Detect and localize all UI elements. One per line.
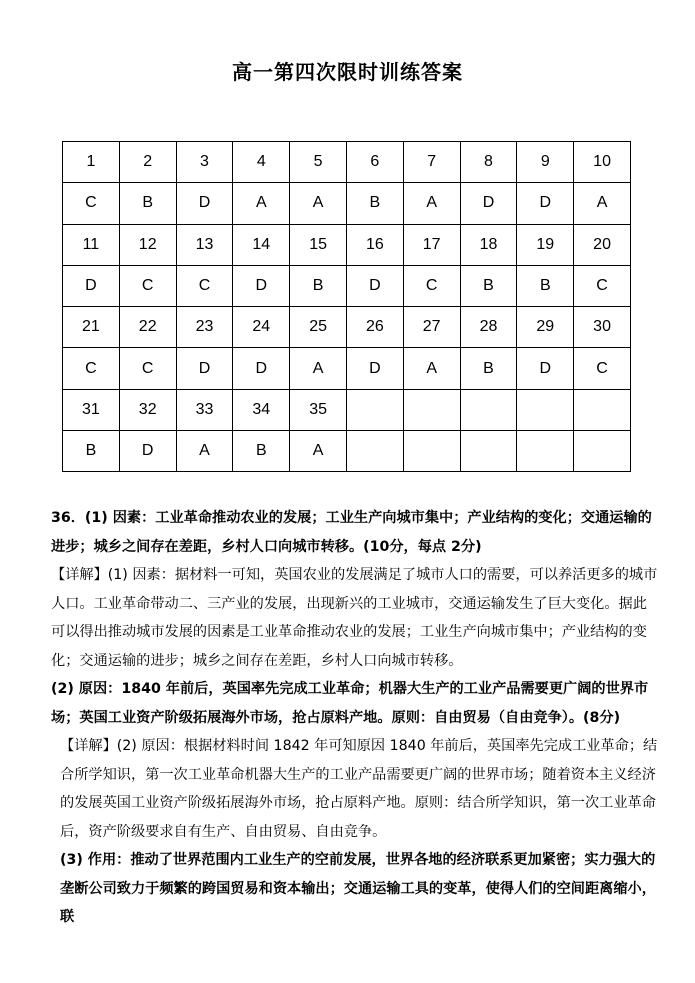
- answer-cell: A: [403, 183, 460, 224]
- answer-row: [63, 348, 631, 389]
- question-number-cell: 15: [290, 224, 347, 265]
- question-number-cell: 1: [63, 142, 120, 183]
- question-number-cell: 32: [119, 389, 176, 430]
- explanation-paragraph: 【详解】(2) 原因：根据材料时间 1842 年可知原因 1840 年前后，英国率先完成工业革命；结合所学知识，第一次工业革命机器大生产的工业产品需要更广阔的世界市场；随着资本主义经济的发展英国工业资产阶级拓展海外市场，抢占原料产地。原则：结合所学知识，第一次工业革命后，资产阶级要求自有生产、自由贸易、自由竞争。: [60, 738, 658, 840]
- question-number-cell: [574, 389, 631, 430]
- answer-row: [63, 265, 631, 306]
- answer-cell: D: [63, 265, 120, 306]
- question-number-row: [63, 142, 631, 183]
- explanation-paragraph: 【详解】(1) 因素：据材料一可知，英国农业的发展满足了城市人口的需要，可以养活更多的城市人口。工业革命带动二、三产业的发展，出现新兴的工业城市，交通运输发生了巨大变化。据此可以得出推动城市发展的因素是工业革命推动农业的发展；工业生产向城市集中；产业结构的变化；交通运输的进步；城乡之间存在差距，乡村人口向城市转移。: [51, 567, 658, 669]
- question-number-cell: 34: [233, 389, 290, 430]
- answer-cell: B: [460, 348, 517, 389]
- question-number-cell: 14: [233, 224, 290, 265]
- question-number-cell: 13: [176, 224, 233, 265]
- question-number-cell: 8: [460, 142, 517, 183]
- answer-cell: B: [119, 183, 176, 224]
- page-title: 高一第四次限时训练答案: [232, 60, 463, 84]
- question-number-cell: 2: [119, 142, 176, 183]
- answer-cell: C: [574, 348, 631, 389]
- answer-cell: D: [233, 348, 290, 389]
- question-number-cell: 23: [176, 307, 233, 348]
- question-number-cell: [517, 389, 574, 430]
- answer-cell: [403, 431, 460, 472]
- answer-row: [63, 183, 631, 224]
- answer-cell: B: [346, 183, 403, 224]
- answer-cell: B: [233, 431, 290, 472]
- question-number-cell: [460, 389, 517, 430]
- question-number-cell: 5: [290, 142, 347, 183]
- question-number-row: [63, 224, 631, 265]
- answer-cell: D: [346, 265, 403, 306]
- question-number-cell: 22: [119, 307, 176, 348]
- answer-cell: A: [574, 183, 631, 224]
- answer-row: [63, 431, 631, 472]
- answer-cell: C: [119, 265, 176, 306]
- answer-cell: C: [119, 348, 176, 389]
- answer-cell: [460, 431, 517, 472]
- answer-cell: D: [119, 431, 176, 472]
- question-number-cell: 25: [290, 307, 347, 348]
- answer-cell: D: [233, 265, 290, 306]
- answer-cell: D: [176, 183, 233, 224]
- question-number-cell: 19: [517, 224, 574, 265]
- answer-cell: D: [176, 348, 233, 389]
- answer-cell: D: [346, 348, 403, 389]
- question-number-cell: 27: [403, 307, 460, 348]
- answer-cell: C: [63, 348, 120, 389]
- question-number-cell: 18: [460, 224, 517, 265]
- question-number-cell: 29: [517, 307, 574, 348]
- answer-key-paragraph: (3) 作用：推动了世界范围内工业生产的空前发展，世界各地的经济联系更加紧密；实力强大的垄断公司致力于频繁的跨国贸易和资本输出；交通运输工具的变革，使得人们的空间距离缩小，联: [60, 852, 656, 925]
- question-number-cell: 33: [176, 389, 233, 430]
- answer-cell: B: [460, 265, 517, 306]
- answer-cell: D: [460, 183, 517, 224]
- answer-cell: B: [290, 265, 347, 306]
- answer-cell: A: [290, 431, 347, 472]
- question-number-cell: 6: [346, 142, 403, 183]
- answer-cell: A: [290, 183, 347, 224]
- answer-cell: C: [176, 265, 233, 306]
- question-number-cell: 35: [290, 389, 347, 430]
- question-number-cell: 28: [460, 307, 517, 348]
- answer-key-paragraph: (2) 原因：1840 年前后，英国率先完成工业革命；机器大生产的工业产品需要更广阔的世界市场；英国工业资产阶级拓展海外市场，抢占原料产地。原则：自由贸易（自由竞争）。(8分): [51, 681, 649, 726]
- answer-cell: C: [63, 183, 120, 224]
- answer-key-paragraph: 36．(1) 因素：工业革命推动农业的发展；工业生产向城市集中；产业结构的变化；交通运输的进步；城乡之间存在差距，乡村人口向城市转移。(10分，每点 2分): [51, 510, 652, 555]
- question-number-row: [63, 307, 631, 348]
- question-number-cell: 20: [574, 224, 631, 265]
- question-number-cell: 10: [574, 142, 631, 183]
- question-number-row: [63, 389, 631, 430]
- answer-cell: B: [63, 431, 120, 472]
- answer-cell: A: [290, 348, 347, 389]
- answer-explanations: [48, 504, 658, 932]
- question-number-cell: 4: [233, 142, 290, 183]
- answer-cell: [517, 431, 574, 472]
- question-number-cell: 3: [176, 142, 233, 183]
- question-number-cell: 12: [119, 224, 176, 265]
- answer-cell: C: [403, 265, 460, 306]
- question-number-cell: [346, 389, 403, 430]
- answer-cell: [574, 431, 631, 472]
- question-number-cell: 9: [517, 142, 574, 183]
- question-number-cell: 30: [574, 307, 631, 348]
- answer-cell: A: [403, 348, 460, 389]
- question-number-cell: 31: [63, 389, 120, 430]
- answer-cell: D: [517, 183, 574, 224]
- answer-cell: A: [176, 431, 233, 472]
- answer-cell: C: [574, 265, 631, 306]
- question-number-cell: 7: [403, 142, 460, 183]
- answer-cell: B: [517, 265, 574, 306]
- answer-table: [62, 141, 631, 472]
- question-number-cell: 17: [403, 224, 460, 265]
- question-number-cell: 24: [233, 307, 290, 348]
- answer-cell: A: [233, 183, 290, 224]
- question-number-cell: [403, 389, 460, 430]
- question-number-cell: 16: [346, 224, 403, 265]
- question-number-cell: 21: [63, 307, 120, 348]
- answer-cell: D: [517, 348, 574, 389]
- question-number-cell: 11: [63, 224, 120, 265]
- answer-cell: [346, 431, 403, 472]
- question-number-cell: 26: [346, 307, 403, 348]
